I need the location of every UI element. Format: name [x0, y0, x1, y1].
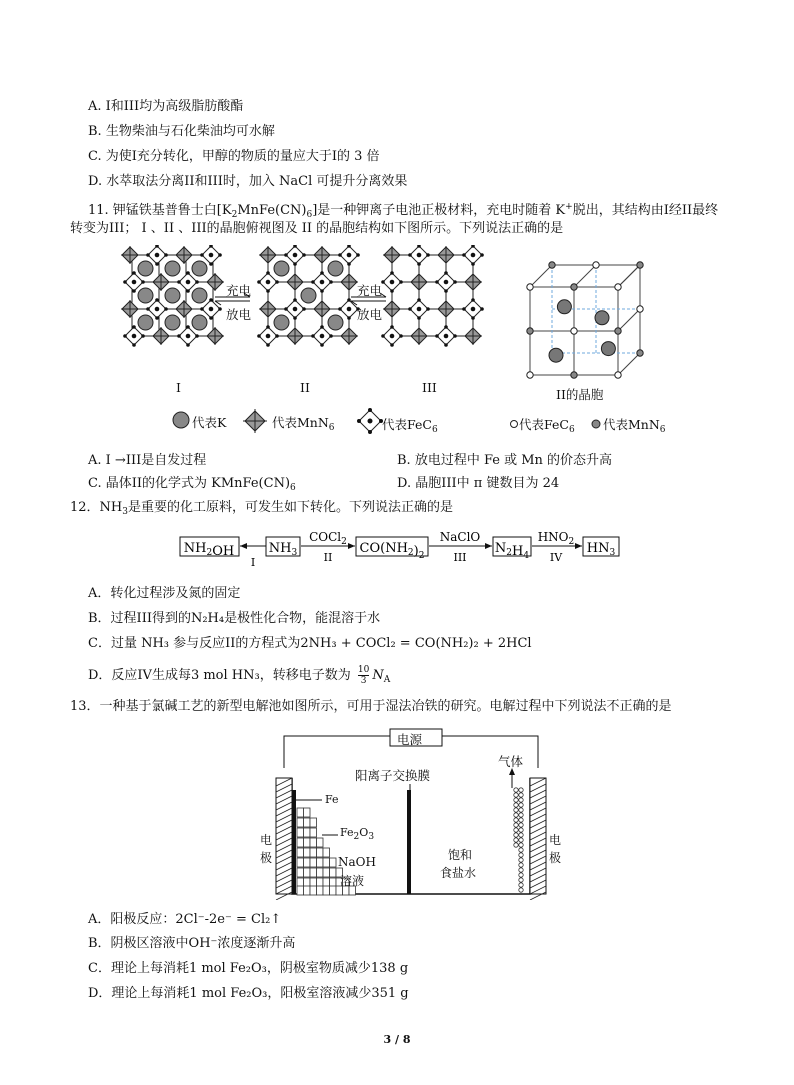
gas-bubble: [519, 793, 523, 797]
q10-option-c: C. 为使I充分转化，甲醇的物质的量应大于I的 3 倍: [88, 149, 380, 164]
fec6-small-icon: [511, 421, 518, 428]
q11-stem-line2: 转变为III； I 、II 、III的晶胞俯视图及 II 的晶胞结构如下图所示。下列说法正确的是: [70, 221, 564, 236]
cation-exchange-membrane: [407, 790, 411, 894]
avogadro-symbol: N: [372, 668, 384, 683]
left-electrode-label-2: 极: [260, 851, 273, 865]
legend2-fec6-text: 代表FeC: [519, 417, 569, 432]
gas-bubbles: [514, 788, 523, 892]
legend2-fec6-sub: 6: [568, 425, 575, 435]
fec6-node: [527, 372, 533, 378]
gas-bubble: [519, 858, 523, 862]
k-ion: [274, 315, 289, 330]
mnn6-node: [549, 262, 555, 268]
k-ion: [138, 261, 153, 276]
k-ion: [165, 315, 180, 330]
fe2o3-particle: [304, 838, 311, 847]
fe2o3-particle: [323, 848, 330, 857]
gas-bubble: [519, 818, 523, 822]
fe2o3-particle: [310, 886, 317, 895]
naclo-text: NaClO: [439, 530, 481, 544]
gas-bubble: [519, 868, 523, 872]
arrow-label-charge-1: 充电: [226, 283, 252, 298]
k-legend-icon: [173, 412, 189, 428]
fe2o3-particle: [317, 886, 324, 895]
fe2o3-particle: [323, 868, 330, 877]
k-ion: [557, 300, 571, 314]
label-II: II: [300, 380, 310, 395]
mnn6-legend-icon: [243, 409, 267, 433]
nh2oh-text: $NH_2OH$: [183, 541, 235, 559]
legend2-fec6: [519, 415, 575, 435]
reaction-chain: [170, 528, 630, 574]
fraction: [358, 665, 369, 686]
fec6-node: [527, 284, 533, 290]
label-III: III: [422, 380, 437, 395]
mnn6-node: [571, 284, 577, 290]
gas-bubble: [519, 788, 523, 792]
naoh-label: NaOH: [338, 855, 376, 869]
gas-bubble: [514, 828, 518, 832]
legend-mnn6: [272, 413, 335, 433]
q10-option-a: A. I和III均为高级脂肪酸酯: [88, 99, 244, 114]
q10-option-d: D. 水萃取法分离II和III时，加入 NaCl 可提升分离效果: [88, 174, 408, 189]
gas-bubble: [514, 813, 518, 817]
q11-stem-sub: 6: [306, 210, 313, 220]
fe2o3-particle: [297, 808, 304, 817]
reaction-I-label: I: [250, 556, 256, 569]
hn3-text: $HN_3$: [586, 541, 616, 558]
gas-bubble: [514, 823, 518, 827]
legend2-mnn6-sub: 6: [659, 425, 666, 435]
fe2o3-particle: [317, 858, 324, 867]
fe2o3-particle: [297, 886, 304, 895]
q12-option-c: C．过量 NH₃ 参与反应II的方程式为2NH₃ + COCl₂ = CO(NH₂)₂ + 2HCl: [88, 636, 532, 651]
k-ion: [328, 315, 343, 330]
unit-cell-II: [527, 262, 643, 378]
gas-bubble: [519, 833, 523, 837]
q12-option-d-text: D．反应IV生成每3 mol HN₃，转移电子数为: [88, 668, 351, 683]
q13-option-a: A．阳极反应：2Cl⁻-2e⁻ = Cl₂↑: [88, 912, 282, 927]
arrow-label-charge-2: 充电: [357, 283, 383, 298]
mnn6-small-icon: [592, 420, 600, 428]
gas-bubble: [519, 878, 523, 882]
legend-mnn6-text: 代表MnN: [272, 415, 329, 430]
reaction-III-label: III: [453, 551, 467, 564]
q12-stem-sub: 3: [122, 507, 128, 517]
wire-right: [442, 736, 538, 768]
fec6-node: [615, 284, 621, 290]
gas-bubble: [519, 888, 523, 892]
fec6-node: [637, 306, 643, 312]
fe-label: Fe: [325, 793, 339, 806]
legend2-mnn6: [603, 415, 666, 435]
fe2o3-particle: [330, 886, 337, 895]
gas-bubble: [519, 813, 523, 817]
label-cell-II: II的晶胞: [556, 387, 604, 402]
legend-fec6-sub: 6: [431, 425, 438, 435]
gas-bubble: [519, 863, 523, 867]
fe2o3-particle: [323, 886, 330, 895]
gas-bubble: [519, 873, 523, 877]
gas-bubble: [514, 838, 518, 842]
fec6-node: [593, 262, 599, 268]
legend-fec6: [382, 415, 438, 435]
legend2-mnn6-text: 代表MnN: [603, 417, 660, 432]
k-ion: [595, 311, 609, 325]
fe2o3-particle: [317, 868, 324, 877]
fe2o3-particle: [310, 858, 317, 867]
q11-option-c-text: C. 晶体II的化学式为 KMnFe(CN): [88, 476, 291, 491]
page-number: 3 / 8: [383, 1033, 411, 1046]
urea-text: $CO(NH_2)_2$: [359, 541, 425, 561]
q10-option-b: B. 生物柴油与石化柴油均可水解: [88, 124, 275, 139]
mnn6-node: [615, 328, 621, 334]
structure-III: [381, 245, 484, 347]
wire-left: [284, 736, 390, 768]
fe2o3-particle: [297, 858, 304, 867]
label-I: I: [176, 380, 181, 395]
fe2o3-particle: [317, 848, 324, 857]
electrolysis-cell-diagram: [250, 728, 580, 900]
q13-option-d: D．理论上每消耗1 mol Fe₂O₃，阳极室溶液减少351 g: [88, 986, 409, 1001]
k-ion: [274, 261, 289, 276]
gas-bubble: [519, 848, 523, 852]
q11-stem-sup: +: [565, 202, 573, 212]
q12-stem: [70, 499, 453, 521]
gas-bubble: [519, 843, 523, 847]
fe2o3-particle: [310, 828, 317, 837]
nh3-text: $NH_3$: [268, 541, 298, 558]
q11-option-b: B. 放电过程中 Fe 或 Mn 的价态升高: [397, 453, 613, 468]
solution-label: 溶液: [340, 874, 365, 888]
gas-bubble: [519, 838, 523, 842]
n2h4-text: $N_2H_4$: [494, 541, 530, 561]
reaction-IV-label: IV: [549, 551, 563, 564]
k-ion: [138, 288, 153, 303]
fe2o3-particle: [304, 848, 311, 857]
gas-bubble: [514, 803, 518, 807]
k-ion: [549, 348, 563, 362]
power-source-label: 电源: [397, 732, 423, 747]
q13-stem: 13．一种基于氯碱工艺的新型电解池如图所示，可用于湿法冶铁的研究。电解过程中下列说法不正确的是: [70, 699, 672, 714]
arrow-label-discharge-2: 放电: [357, 307, 383, 322]
brine-label-2: 食盐水: [440, 866, 477, 880]
fe2o3-particle: [304, 886, 311, 895]
fe2o3-label: $Fe_2O_3$: [340, 826, 375, 842]
membrane-label: 阳离子交换膜: [355, 768, 431, 783]
fe2o3-particle: [310, 868, 317, 877]
q11-stem-part: 11. 钾锰铁基普鲁士白[K: [88, 203, 232, 218]
right-electrode-label-1: 电: [549, 833, 562, 847]
fe2o3-particle: [297, 838, 304, 847]
hno2-text: $HNO_2$: [537, 530, 575, 547]
q11-stem-part: MnFe(CN): [237, 203, 307, 218]
structure-II: [257, 245, 360, 347]
k-ion: [192, 288, 207, 303]
gas-bubble: [514, 793, 518, 797]
gas-bubble: [519, 803, 523, 807]
fe2o3-particle: [317, 838, 324, 847]
fe2o3-particle: [304, 818, 311, 827]
gas-bubble: [514, 833, 518, 837]
gas-bubble: [519, 828, 523, 832]
k-ion: [192, 261, 207, 276]
gas-label: 气体: [498, 754, 524, 769]
q12-stem-text: 12．NH: [70, 500, 123, 515]
gas-bubble: [514, 843, 518, 847]
fe2o3-particle: [304, 828, 311, 837]
mnn6-node: [637, 350, 643, 356]
gas-bubble: [519, 798, 523, 802]
gas-bubble: [519, 853, 523, 857]
fec6-node: [571, 328, 577, 334]
q11-stem-part: ]是一种钾离子电池正极材料，充电时随着 K: [312, 203, 566, 218]
q13-option-b: B．阴极区溶液中OH⁻浓度逐渐升高: [88, 936, 296, 951]
fe-plate: [292, 790, 296, 894]
k-ion: [301, 288, 316, 303]
q11-option-c-sub: 6: [290, 483, 296, 493]
fe2o3-particle: [297, 828, 304, 837]
q12-stem-text: 是重要的化工原料，可发生如下转化。下列说法正确的是: [128, 500, 454, 515]
legend-mnn6-sub: 6: [328, 423, 335, 433]
structure-I: [121, 245, 224, 347]
cocl2-text: COCl$_2$: [309, 530, 347, 547]
k-ion: [192, 315, 207, 330]
fe2o3-particle: [304, 808, 311, 817]
q11-stem-sub: 2: [231, 210, 238, 220]
fe2o3-particle: [310, 848, 317, 857]
left-electrode-label-1: 电: [260, 833, 273, 847]
q11-option-d: D. 晶胞III中 π 键数目为 24: [397, 476, 560, 491]
gas-bubble: [514, 808, 518, 812]
fraction-denominator: 3: [360, 676, 367, 686]
k-ion: [601, 342, 615, 356]
q12-option-d: [88, 665, 390, 689]
k-ion: [328, 261, 343, 276]
q11-option-c: [88, 475, 296, 497]
fe2o3-particle: [297, 818, 304, 827]
fe2o3-particle: [297, 868, 304, 877]
reaction-II-label: II: [323, 551, 333, 564]
q11-stem-part: 脱出，其结构由I经II最终: [572, 203, 719, 218]
fe2o3-particle: [323, 858, 330, 867]
avogadro-sub: A: [383, 675, 391, 685]
q12-option-b: B．过程III得到的N₂H₄是极性化合物，能混溶于水: [88, 611, 381, 626]
fe2o3-particle: [310, 818, 317, 827]
gas-bubble: [514, 798, 518, 802]
k-ion: [165, 261, 180, 276]
gas-bubble: [519, 823, 523, 827]
fe2o3-particle: [330, 858, 337, 867]
fe2o3-particle: [310, 838, 317, 847]
legend-k: 代表K: [192, 415, 227, 430]
fe2o3-particle: [304, 858, 311, 867]
mnn6-node: [571, 372, 577, 378]
legend-fec6-text: 代表FeC: [382, 417, 432, 432]
k-ion: [138, 315, 153, 330]
gas-bubble: [519, 808, 523, 812]
q13-option-c: C．理论上每消耗1 mol Fe₂O₃，阴极室物质减少138 g: [88, 961, 409, 976]
fec6-legend-icon: [357, 408, 383, 434]
gas-bubble: [514, 788, 518, 792]
right-electrode-label-2: 极: [549, 851, 562, 865]
fec6-node: [615, 372, 621, 378]
arrow-label-discharge-1: 放电: [226, 307, 252, 322]
brine-label-1: 饱和: [448, 848, 473, 862]
k-ion: [165, 288, 180, 303]
gas-bubble: [514, 818, 518, 822]
fe2o3-particle: [304, 868, 311, 877]
fraction-numerator: 10: [357, 665, 370, 675]
mnn6-node: [637, 262, 643, 268]
q12-option-a: A．转化过程涉及氮的固定: [88, 586, 241, 601]
fe2o3-particle: [330, 868, 337, 877]
gas-bubble: [519, 883, 523, 887]
q11-option-a: A. I →III是自发过程: [88, 453, 207, 468]
fe2o3-particle: [297, 848, 304, 857]
mnn6-node: [527, 328, 533, 334]
